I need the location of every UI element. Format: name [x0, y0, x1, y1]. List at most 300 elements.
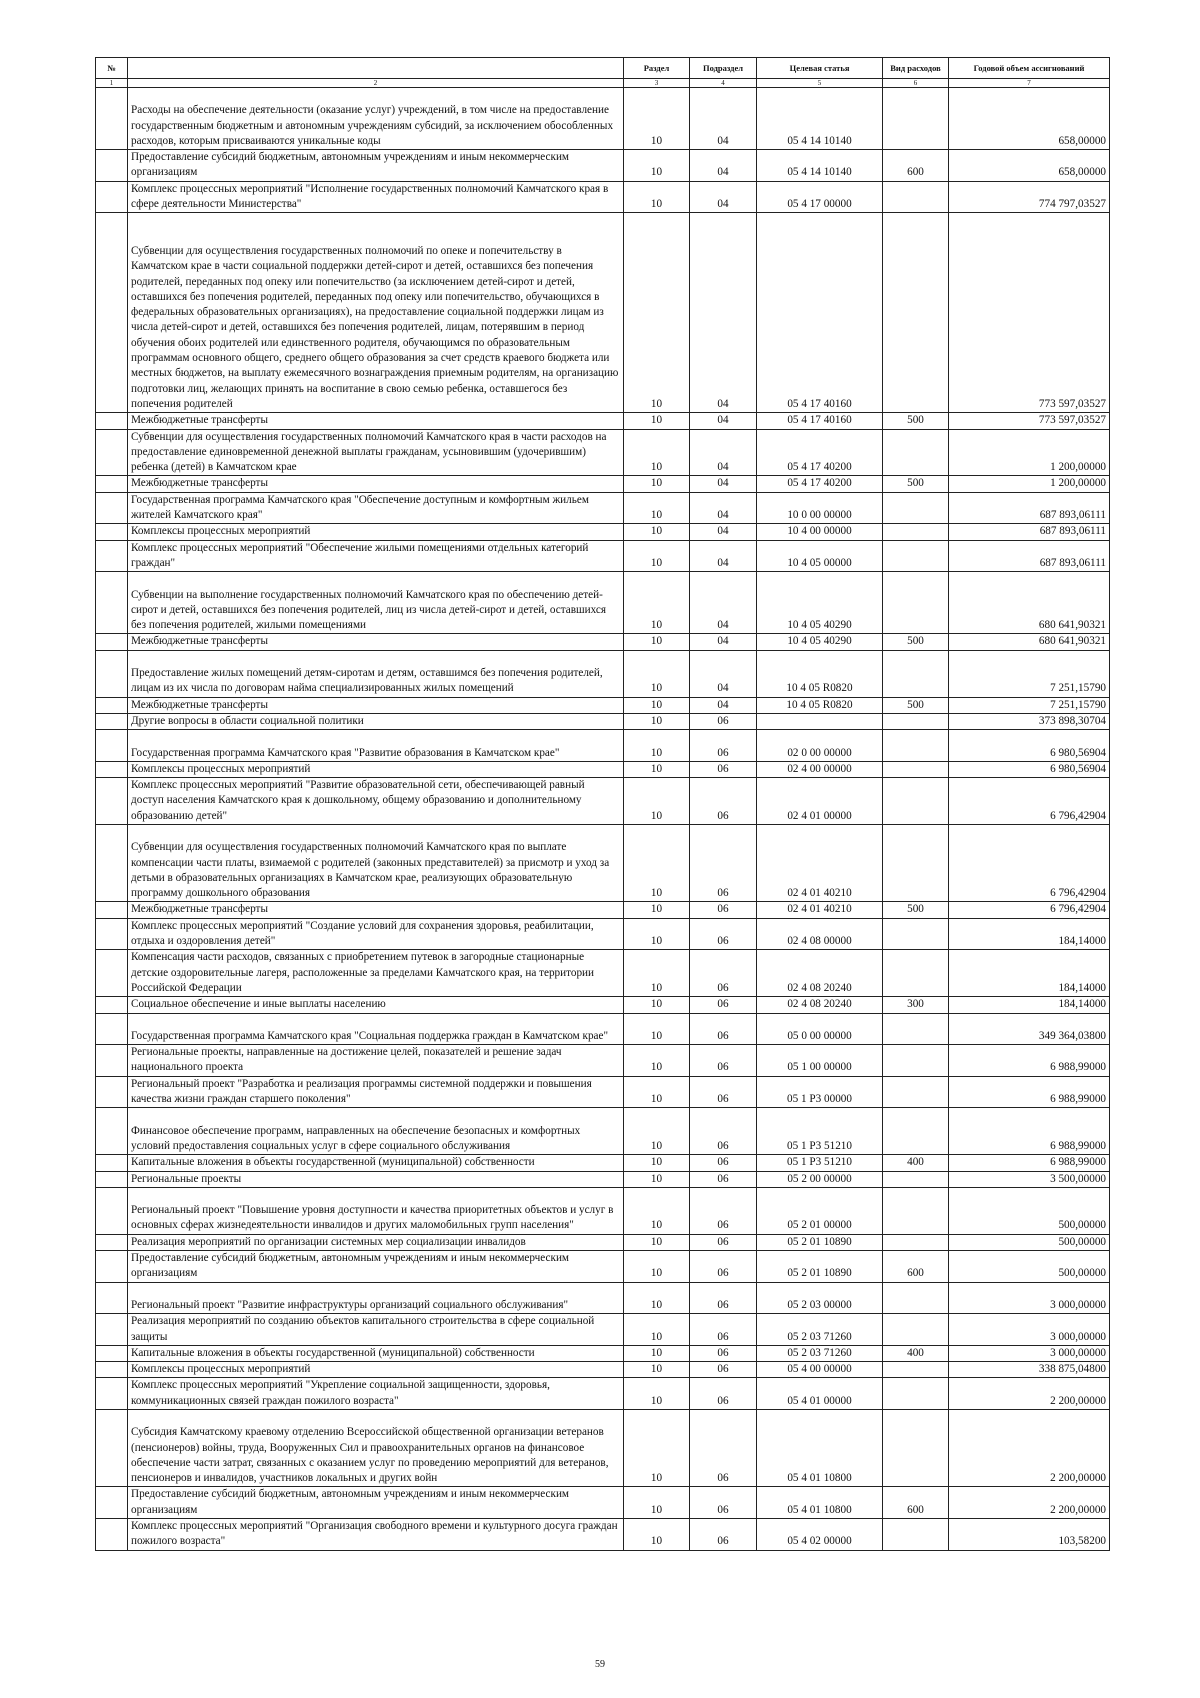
row-amount: 103,58200 — [949, 1519, 1110, 1551]
row-name: Межбюджетные трансферты — [128, 634, 624, 650]
row-podrazdel: 04 — [690, 650, 757, 697]
row-podrazdel: 06 — [690, 1108, 757, 1155]
row-vid — [883, 1076, 949, 1108]
row-podrazdel: 04 — [690, 492, 757, 524]
row-amount: 6 796,42904 — [949, 902, 1110, 918]
table-row — [96, 778, 1110, 825]
row-podrazdel: 06 — [690, 1282, 757, 1314]
row-vid — [883, 1108, 949, 1155]
row-target: 05 1 P3 00000 — [757, 1076, 883, 1108]
row-name: Государственная программа Камчатского края "Социальная поддержка граждан в Камчатском крае" — [128, 1013, 624, 1045]
row-vid — [883, 730, 949, 762]
row-razdel: 10 — [624, 1314, 690, 1346]
row-amount: 6 796,42904 — [949, 778, 1110, 825]
row-target: 05 4 17 40200 — [757, 429, 883, 476]
row-amount: 6 980,56904 — [949, 730, 1110, 762]
row-razdel: 10 — [624, 88, 690, 150]
row-podrazdel: 06 — [690, 1409, 757, 1487]
table-row — [96, 730, 1110, 762]
table-row — [96, 950, 1110, 997]
row-razdel: 10 — [624, 1155, 690, 1171]
row-razdel: 10 — [624, 950, 690, 997]
row-vid: 400 — [883, 1155, 949, 1171]
row-target: 05 1 P3 51210 — [757, 1155, 883, 1171]
row-vid — [883, 1282, 949, 1314]
row-no-cell — [96, 1045, 128, 1077]
row-name: Комплекс процессных мероприятий "Исполнение государственных полномочий Камчатского края в сфере деятельности Министерства" — [128, 181, 624, 213]
row-name: Финансовое обеспечение программ, направленных на обеспечение безопасных и комфортных условий предоставления социальных услуг в сфере социального обслуживания — [128, 1108, 624, 1155]
column-number: 3 — [624, 79, 690, 88]
row-razdel: 10 — [624, 1409, 690, 1487]
row-name: Предоставление субсидий бюджетным, автономным учреждениям и иным некоммерческим организациям — [128, 150, 624, 182]
row-name: Капитальные вложения в объекты государственной (муниципальной) собственности — [128, 1155, 624, 1171]
row-target: 05 4 01 00000 — [757, 1378, 883, 1410]
row-target: 02 4 01 40210 — [757, 824, 883, 902]
row-amount: 7 251,15790 — [949, 650, 1110, 697]
row-razdel: 10 — [624, 413, 690, 429]
row-target: 02 4 08 00000 — [757, 918, 883, 950]
table-row — [96, 1362, 1110, 1378]
row-vid — [883, 1378, 949, 1410]
row-name: Социальное обеспечение и иные выплаты населению — [128, 997, 624, 1013]
row-podrazdel: 06 — [690, 950, 757, 997]
row-razdel: 10 — [624, 761, 690, 777]
row-target — [757, 713, 883, 729]
row-razdel: 10 — [624, 1013, 690, 1045]
row-target: 10 0 00 00000 — [757, 492, 883, 524]
row-amount: 3 000,00000 — [949, 1282, 1110, 1314]
row-target: 05 2 03 00000 — [757, 1282, 883, 1314]
row-podrazdel: 06 — [690, 1076, 757, 1108]
row-razdel: 10 — [624, 492, 690, 524]
row-amount: 3 000,00000 — [949, 1345, 1110, 1361]
row-no-cell — [96, 88, 128, 150]
row-razdel: 10 — [624, 824, 690, 902]
column-number: 2 — [128, 79, 624, 88]
row-podrazdel: 06 — [690, 1487, 757, 1519]
row-target: 05 4 14 10140 — [757, 150, 883, 182]
row-name: Региональный проект "Развитие инфраструктуры организаций социального обслуживания" — [128, 1282, 624, 1314]
row-target: 05 4 17 00000 — [757, 181, 883, 213]
row-amount: 773 597,03527 — [949, 413, 1110, 429]
row-amount: 687 893,06111 — [949, 524, 1110, 540]
row-vid — [883, 88, 949, 150]
row-podrazdel: 06 — [690, 1013, 757, 1045]
row-amount: 3 000,00000 — [949, 1314, 1110, 1346]
table-row — [96, 540, 1110, 572]
table-row — [96, 1045, 1110, 1077]
row-target: 05 0 00 00000 — [757, 1013, 883, 1045]
row-name: Межбюджетные трансферты — [128, 902, 624, 918]
row-name: Реализация мероприятий по организации системных мер социализации инвалидов — [128, 1234, 624, 1250]
row-target: 05 2 00 00000 — [757, 1171, 883, 1187]
row-razdel: 10 — [624, 1378, 690, 1410]
row-vid: 400 — [883, 1345, 949, 1361]
row-vid — [883, 181, 949, 213]
table-row — [96, 634, 1110, 650]
row-vid — [883, 1013, 949, 1045]
row-amount: 687 893,06111 — [949, 492, 1110, 524]
row-razdel: 10 — [624, 650, 690, 697]
table-row — [96, 1251, 1110, 1283]
row-amount: 6 988,99000 — [949, 1155, 1110, 1171]
row-name: Комплекс процессных мероприятий "Развитие образовательной сети, обеспечивающей равный доступ населения Камчатского края к дошкольному, общему образованию и дополнительному образованию детей" — [128, 778, 624, 825]
row-podrazdel: 04 — [690, 213, 757, 413]
row-razdel: 10 — [624, 1045, 690, 1077]
header-vid: Вид расходов — [883, 58, 949, 79]
row-no-cell — [96, 1187, 128, 1234]
row-amount: 680 641,90321 — [949, 634, 1110, 650]
table-row — [96, 1409, 1110, 1487]
table-row — [96, 1108, 1110, 1155]
row-amount: 7 251,15790 — [949, 697, 1110, 713]
row-name: Региональный проект "Повышение уровня доступности и качества приоритетных объектов и услуг в основных сферах жизнедеятельности инвалидов и других маломобильных групп населения" — [128, 1187, 624, 1234]
row-target: 05 2 03 71260 — [757, 1314, 883, 1346]
table-body — [96, 88, 1110, 1551]
row-name: Комплексы процессных мероприятий — [128, 524, 624, 540]
table-row — [96, 492, 1110, 524]
row-vid: 600 — [883, 1487, 949, 1519]
row-razdel: 10 — [624, 1345, 690, 1361]
row-no-cell — [96, 997, 128, 1013]
row-no-cell — [96, 1282, 128, 1314]
table-row — [96, 1155, 1110, 1171]
row-amount: 500,00000 — [949, 1234, 1110, 1250]
row-no-cell — [96, 713, 128, 729]
row-no-cell — [96, 181, 128, 213]
row-target: 05 2 01 10890 — [757, 1234, 883, 1250]
row-name: Комплекс процессных мероприятий "Обеспечение жилыми помещениями отдельных категорий граждан" — [128, 540, 624, 572]
row-no-cell — [96, 1487, 128, 1519]
row-no-cell — [96, 1409, 128, 1487]
row-target: 10 4 05 00000 — [757, 540, 883, 572]
row-no-cell — [96, 1013, 128, 1045]
row-no-cell — [96, 1345, 128, 1361]
table-row — [96, 181, 1110, 213]
row-no-cell — [96, 1378, 128, 1410]
table-row — [96, 1187, 1110, 1234]
row-amount: 6 796,42904 — [949, 824, 1110, 902]
table-row — [96, 1378, 1110, 1410]
row-podrazdel: 06 — [690, 761, 757, 777]
row-razdel: 10 — [624, 1234, 690, 1250]
row-name: Региональный проект "Разработка и реализация программы системной поддержки и повышения качества жизни граждан старшего поколения" — [128, 1076, 624, 1108]
column-number: 1 — [96, 79, 128, 88]
row-vid — [883, 492, 949, 524]
row-vid: 500 — [883, 413, 949, 429]
row-no-cell — [96, 778, 128, 825]
row-target: 05 4 01 10800 — [757, 1487, 883, 1519]
row-vid — [883, 1409, 949, 1487]
row-vid — [883, 1234, 949, 1250]
row-name: Субвенции для осуществления государственных полномочий Камчатского края в части расходов на предоставление единовременной денежной выплаты гражданам, усыновившим (удочерившим) ребенка (детей) в Камчатском крае — [128, 429, 624, 476]
header-razdel: Раздел — [624, 58, 690, 79]
row-name: Субсидия Камчатскому краевому отделению Всероссийской общественной организации ветеранов (пенсионеров) войны, труда, Вооруженных Сил и правоохранительных органов на финансовое обеспечение части затрат, связанных с оказанием услуг по проведению мероприятий для ветеранов, пенсионеров и инвалидов, участников локальных и других войн — [128, 1409, 624, 1487]
row-name: Реализация мероприятий по созданию объектов капитального строительства в сфере социальной защиты — [128, 1314, 624, 1346]
row-razdel: 10 — [624, 1108, 690, 1155]
row-name: Предоставление субсидий бюджетным, автономным учреждениям и иным некоммерческим организациям — [128, 1251, 624, 1283]
row-podrazdel: 04 — [690, 88, 757, 150]
row-amount: 680 641,90321 — [949, 572, 1110, 634]
row-amount: 658,00000 — [949, 150, 1110, 182]
row-razdel: 10 — [624, 730, 690, 762]
table-row — [96, 150, 1110, 182]
row-vid: 500 — [883, 697, 949, 713]
row-name: Субвенции на выполнение государственных полномочий Камчатского края по обеспечению детей-сирот и детей, оставшихся без попечения родителей, лиц из числа детей-сирот и детей, оставшихся без попечения родителей, жилыми помещениями — [128, 572, 624, 634]
table-row — [96, 476, 1110, 492]
table-row — [96, 1282, 1110, 1314]
row-amount: 1 200,00000 — [949, 429, 1110, 476]
row-podrazdel: 04 — [690, 572, 757, 634]
table-row — [96, 824, 1110, 902]
row-amount: 6 988,99000 — [949, 1045, 1110, 1077]
row-no-cell — [96, 492, 128, 524]
table-row — [96, 524, 1110, 540]
row-podrazdel: 06 — [690, 1045, 757, 1077]
row-amount: 774 797,03527 — [949, 181, 1110, 213]
table-row — [96, 1234, 1110, 1250]
table-row — [96, 88, 1110, 150]
row-target: 05 2 01 10890 — [757, 1251, 883, 1283]
row-amount: 184,14000 — [949, 950, 1110, 997]
row-razdel: 10 — [624, 429, 690, 476]
row-podrazdel: 04 — [690, 524, 757, 540]
row-target: 10 4 05 R0820 — [757, 697, 883, 713]
row-razdel: 10 — [624, 213, 690, 413]
row-razdel: 10 — [624, 181, 690, 213]
header-name — [128, 58, 624, 79]
table-row — [96, 1076, 1110, 1108]
row-name: Капитальные вложения в объекты государственной (муниципальной) собственности — [128, 1345, 624, 1361]
table-row — [96, 1013, 1110, 1045]
column-number: 5 — [757, 79, 883, 88]
row-target: 02 4 01 40210 — [757, 902, 883, 918]
row-no-cell — [96, 1251, 128, 1283]
row-razdel: 10 — [624, 540, 690, 572]
column-number: 6 — [883, 79, 949, 88]
row-no-cell — [96, 213, 128, 413]
row-razdel: 10 — [624, 1487, 690, 1519]
row-vid — [883, 429, 949, 476]
row-target: 05 2 03 71260 — [757, 1345, 883, 1361]
row-no-cell — [96, 634, 128, 650]
row-vid — [883, 918, 949, 950]
table-row — [96, 918, 1110, 950]
row-target: 10 4 05 R0820 — [757, 650, 883, 697]
row-vid — [883, 1519, 949, 1551]
row-razdel: 10 — [624, 572, 690, 634]
table-row — [96, 429, 1110, 476]
row-amount: 2 200,00000 — [949, 1378, 1110, 1410]
table-row — [96, 1487, 1110, 1519]
row-vid: 500 — [883, 634, 949, 650]
table-row — [96, 1171, 1110, 1187]
row-amount: 773 597,03527 — [949, 213, 1110, 413]
header-target: Целевая статья — [757, 58, 883, 79]
table-row — [96, 650, 1110, 697]
row-vid — [883, 1171, 949, 1187]
page-number: 59 — [595, 1659, 605, 1670]
row-name: Комплекс процессных мероприятий "Создание условий для сохранения здоровья, реабилитации, отдыха и оздоровления детей" — [128, 918, 624, 950]
row-name: Государственная программа Камчатского края "Обеспечение доступным и комфортным жильем жителей Камчатского края" — [128, 492, 624, 524]
row-target: 05 1 00 00000 — [757, 1045, 883, 1077]
row-name: Межбюджетные трансферты — [128, 476, 624, 492]
row-no-cell — [96, 413, 128, 429]
table-row — [96, 902, 1110, 918]
row-target: 05 4 02 00000 — [757, 1519, 883, 1551]
row-target: 05 1 P3 51210 — [757, 1108, 883, 1155]
row-razdel: 10 — [624, 524, 690, 540]
row-podrazdel: 06 — [690, 1378, 757, 1410]
row-vid — [883, 540, 949, 572]
row-name: Комплекс процессных мероприятий "Укрепление социальной защищенности, здоровья, коммуникационных связей граждан пожилого возраста" — [128, 1378, 624, 1410]
header-no: № — [96, 58, 128, 79]
row-target: 10 4 00 00000 — [757, 524, 883, 540]
row-target: 10 4 05 40290 — [757, 572, 883, 634]
row-podrazdel: 06 — [690, 1171, 757, 1187]
row-podrazdel: 04 — [690, 540, 757, 572]
row-target: 05 4 14 10140 — [757, 88, 883, 150]
row-amount: 373 898,30704 — [949, 713, 1110, 729]
row-podrazdel: 06 — [690, 1362, 757, 1378]
row-vid — [883, 778, 949, 825]
row-vid: 500 — [883, 476, 949, 492]
row-razdel: 10 — [624, 1076, 690, 1108]
row-podrazdel: 06 — [690, 1187, 757, 1234]
row-target: 05 4 00 00000 — [757, 1362, 883, 1378]
header-amount: Годовой объем ассигнований — [949, 58, 1110, 79]
row-no-cell — [96, 1076, 128, 1108]
table-row — [96, 997, 1110, 1013]
row-no-cell — [96, 1234, 128, 1250]
row-target: 05 2 01 00000 — [757, 1187, 883, 1234]
row-name: Компенсация части расходов, связанных с приобретением путевок в загородные стационарные детские оздоровительные лагеря, расположенные за пределами Камчатского края, на территории Российской Федерации — [128, 950, 624, 997]
row-target: 02 0 00 00000 — [757, 730, 883, 762]
row-no-cell — [96, 540, 128, 572]
row-no-cell — [96, 1362, 128, 1378]
row-razdel: 10 — [624, 697, 690, 713]
row-no-cell — [96, 429, 128, 476]
table-row — [96, 697, 1110, 713]
row-amount: 500,00000 — [949, 1251, 1110, 1283]
row-podrazdel: 06 — [690, 1251, 757, 1283]
row-podrazdel: 06 — [690, 1155, 757, 1171]
row-name: Другие вопросы в области социальной политики — [128, 713, 624, 729]
row-name: Расходы на обеспечение деятельности (оказание услуг) учреждений, в том числе на предоставление государственным бюджетным и автономным учреждениям субсидий, за исключением обособленных расходов, которым присваиваются уникальные коды — [128, 88, 624, 150]
row-name: Межбюджетные трансферты — [128, 697, 624, 713]
row-amount: 6 988,99000 — [949, 1076, 1110, 1108]
row-podrazdel: 04 — [690, 476, 757, 492]
row-name: Региональные проекты, направленные на достижение целей, показателей и решение задач национального проекта — [128, 1045, 624, 1077]
row-target: 05 4 01 10800 — [757, 1409, 883, 1487]
row-razdel: 10 — [624, 997, 690, 1013]
row-amount: 658,00000 — [949, 88, 1110, 150]
row-podrazdel: 04 — [690, 634, 757, 650]
row-podrazdel: 04 — [690, 150, 757, 182]
row-no-cell — [96, 730, 128, 762]
row-no-cell — [96, 1155, 128, 1171]
table-row — [96, 572, 1110, 634]
row-name: Региональные проекты — [128, 1171, 624, 1187]
row-target: 05 4 17 40160 — [757, 413, 883, 429]
row-razdel: 10 — [624, 1171, 690, 1187]
row-target: 02 4 08 20240 — [757, 950, 883, 997]
row-no-cell — [96, 761, 128, 777]
table-row — [96, 1519, 1110, 1551]
header-row — [96, 58, 1110, 79]
row-podrazdel: 06 — [690, 730, 757, 762]
row-vid — [883, 713, 949, 729]
row-razdel: 10 — [624, 713, 690, 729]
row-amount: 2 200,00000 — [949, 1487, 1110, 1519]
row-vid: 600 — [883, 1251, 949, 1283]
row-vid: 500 — [883, 902, 949, 918]
row-no-cell — [96, 1108, 128, 1155]
row-razdel: 10 — [624, 150, 690, 182]
row-podrazdel: 06 — [690, 997, 757, 1013]
row-razdel: 10 — [624, 902, 690, 918]
row-name: Комплекс процессных мероприятий "Организация свободного времени и культурного досуга граждан пожилого возраста" — [128, 1519, 624, 1551]
row-vid — [883, 950, 949, 997]
row-no-cell — [96, 902, 128, 918]
table-row — [96, 413, 1110, 429]
column-number: 4 — [690, 79, 757, 88]
table-row — [96, 1345, 1110, 1361]
row-amount: 184,14000 — [949, 997, 1110, 1013]
row-vid — [883, 524, 949, 540]
row-podrazdel: 06 — [690, 824, 757, 902]
row-no-cell — [96, 1314, 128, 1346]
row-vid: 300 — [883, 997, 949, 1013]
row-razdel: 10 — [624, 1282, 690, 1314]
row-vid — [883, 1045, 949, 1077]
row-podrazdel: 06 — [690, 1519, 757, 1551]
row-razdel: 10 — [624, 634, 690, 650]
row-razdel: 10 — [624, 1519, 690, 1551]
row-target: 02 4 00 00000 — [757, 761, 883, 777]
row-amount: 184,14000 — [949, 918, 1110, 950]
row-name: Комплексы процессных мероприятий — [128, 1362, 624, 1378]
row-podrazdel: 04 — [690, 181, 757, 213]
row-amount: 1 200,00000 — [949, 476, 1110, 492]
budget-table — [95, 57, 1110, 1551]
row-podrazdel: 04 — [690, 697, 757, 713]
row-no-cell — [96, 476, 128, 492]
row-no-cell — [96, 1519, 128, 1551]
row-no-cell — [96, 950, 128, 997]
row-podrazdel: 04 — [690, 413, 757, 429]
row-vid — [883, 572, 949, 634]
row-target: 02 4 01 00000 — [757, 778, 883, 825]
row-vid — [883, 213, 949, 413]
row-razdel: 10 — [624, 476, 690, 492]
row-razdel: 10 — [624, 1251, 690, 1283]
row-amount: 338 875,04800 — [949, 1362, 1110, 1378]
row-amount: 687 893,06111 — [949, 540, 1110, 572]
row-no-cell — [96, 572, 128, 634]
row-no-cell — [96, 824, 128, 902]
row-no-cell — [96, 918, 128, 950]
row-no-cell — [96, 650, 128, 697]
row-vid — [883, 1314, 949, 1346]
row-razdel: 10 — [624, 778, 690, 825]
row-vid: 600 — [883, 150, 949, 182]
row-vid — [883, 650, 949, 697]
row-razdel: 10 — [624, 918, 690, 950]
row-amount: 6 988,99000 — [949, 1108, 1110, 1155]
column-number: 7 — [949, 79, 1110, 88]
row-no-cell — [96, 697, 128, 713]
